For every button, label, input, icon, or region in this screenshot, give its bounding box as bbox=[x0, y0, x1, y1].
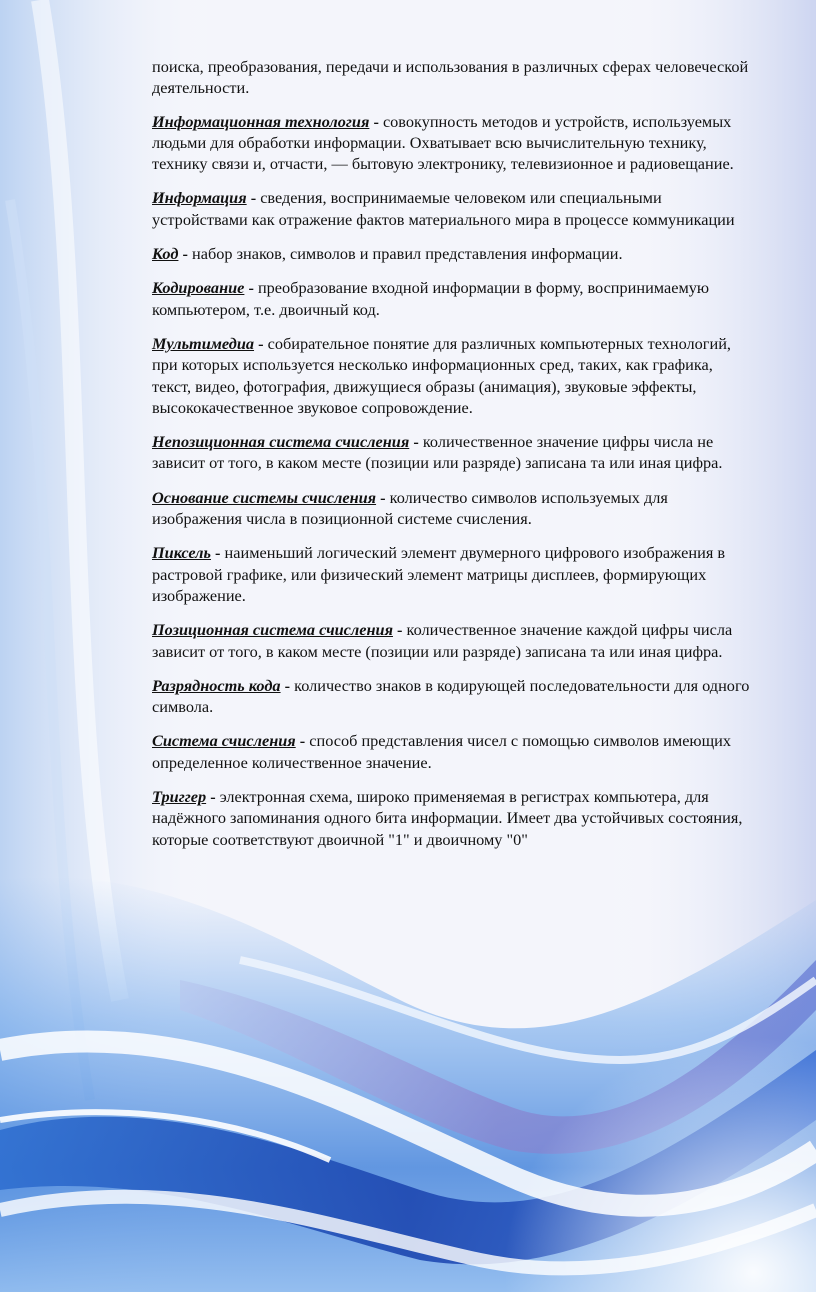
glossary-entry bbox=[152, 243, 752, 264]
glossary-entry bbox=[152, 187, 752, 230]
glossary-definition: преобразование входной информации в форму, воспринимаемую компьютером, т.е. двоичный код. bbox=[152, 278, 710, 319]
glossary-entry bbox=[152, 277, 752, 320]
glossary-definition: набор знаков, символов и правил представления информации. bbox=[192, 244, 623, 264]
document-page bbox=[152, 56, 752, 863]
glossary-term: Позиционная система счисления bbox=[152, 620, 393, 640]
term-separator: - bbox=[295, 731, 310, 751]
glossary-term: Пиксель bbox=[152, 543, 211, 563]
term-separator: - bbox=[246, 188, 261, 208]
glossary-definition: наименьший логический элемент двумерного цифрового изображения в растровой графике, или физический элемент матрицы дисплеев, формирующих изображение. bbox=[152, 543, 726, 605]
glossary-entry bbox=[152, 542, 752, 606]
term-separator: - bbox=[409, 432, 423, 452]
glossary-term: Система счисления bbox=[152, 731, 296, 751]
glossary-list bbox=[152, 111, 752, 850]
glossary-entry bbox=[152, 675, 752, 718]
glossary-entry bbox=[152, 730, 752, 773]
glossary-entry bbox=[152, 487, 752, 530]
term-separator: - bbox=[244, 278, 258, 298]
glossary-definition: количественное значение каждой цифры числа зависит от того, в каком месте (позиции или разряде) записана та или иная цифра. bbox=[152, 620, 733, 661]
glossary-definition: способ представления чисел с помощью символов имеющих определенное количественное значение. bbox=[152, 731, 731, 772]
glossary-term: Информационная технология bbox=[152, 111, 370, 131]
term-separator: - bbox=[178, 244, 192, 264]
glossary-definition: собирательное понятие для различных компьютерных технологий, при которых используется несколько информационных сред, таких, как графика, текст, видео, фотография, движущиеся образы (анимация), звуковые эффекты, высококачественное звуковое сопровождение. bbox=[152, 333, 731, 417]
glossary-term: Триггер bbox=[152, 787, 207, 807]
glossary-term: Разрядность кода bbox=[152, 675, 281, 695]
glossary-term: Код bbox=[152, 244, 179, 264]
glossary-term: Кодирование bbox=[152, 278, 245, 298]
glossary-entry bbox=[152, 431, 752, 474]
glossary-term: Основание системы счисления bbox=[152, 487, 377, 507]
glossary-definition: количество символов используемых для изображения числа в позиционной системе счисления. bbox=[152, 487, 668, 529]
term-separator: - bbox=[206, 787, 220, 807]
glossary-definition: количество знаков в кодирующей последовательности для одного символа. bbox=[152, 675, 750, 717]
term-separator: - bbox=[280, 675, 295, 695]
term-separator: - bbox=[376, 487, 390, 507]
glossary-definition: электронная схема, широко применяемая в регистрах компьютера, для надёжного запоминания одного бита информации. Имеет два устойчивых состояния, которые соответствуют двоичной "1" и двоичному "0" bbox=[152, 787, 743, 849]
term-separator: - bbox=[254, 333, 268, 353]
intro-paragraph: поиска, преобразования, передачи и использования в различных сферах человеческой деятельности. bbox=[152, 57, 749, 98]
term-separator: - bbox=[369, 111, 383, 131]
term-separator: - bbox=[392, 620, 407, 640]
glossary-entry bbox=[152, 111, 752, 175]
glossary-definition: сведения, воспринимаемые человеком или специальными устройствами как отражение фактов материального мира в процессе коммуникации bbox=[152, 188, 735, 229]
glossary-entry bbox=[152, 333, 752, 418]
glossary-term: Мультимедиа bbox=[152, 333, 255, 353]
glossary-definition: совокупность методов и устройств, используемых людьми для обработки информации. Охватывает всю вычислительную технику, технику связи и, отчасти, — бытовую электронику, телевизионное и радиовещание. bbox=[152, 111, 734, 174]
glossary-entry bbox=[152, 786, 752, 850]
glossary-entry bbox=[152, 619, 752, 662]
glossary-term: Непозиционная система счисления bbox=[152, 432, 410, 452]
glossary-term: Информация bbox=[152, 188, 247, 208]
term-separator: - bbox=[210, 543, 225, 563]
glossary-definition: количественное значение цифры числа не зависит от того, в каком месте (позиции или разряде) записана та или иная цифра. bbox=[152, 432, 723, 473]
